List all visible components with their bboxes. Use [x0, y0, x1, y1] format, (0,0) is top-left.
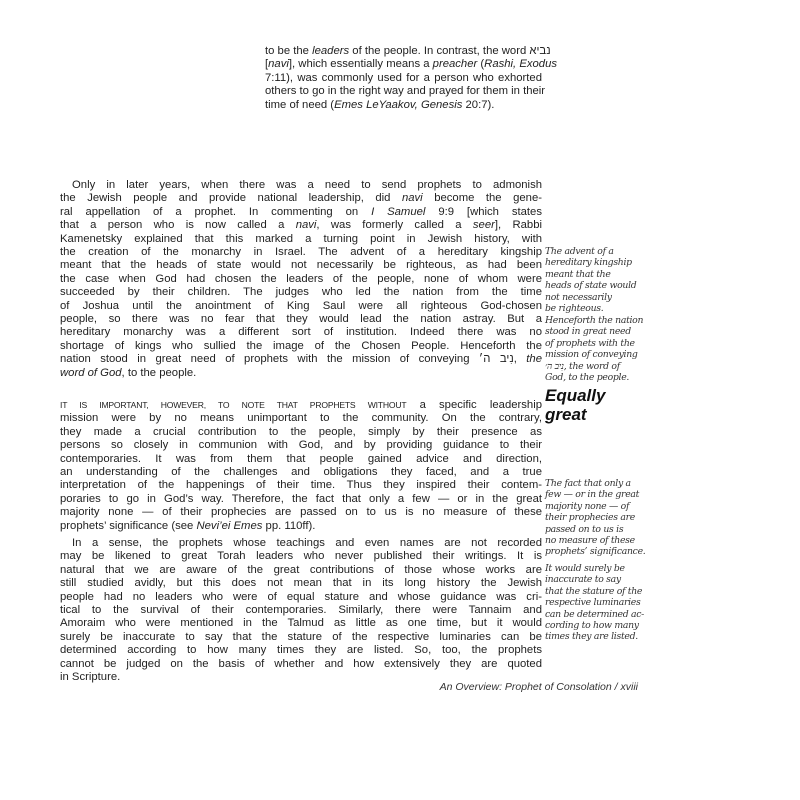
text-line [545, 524, 645, 535]
text-line [545, 631, 644, 642]
text-line [545, 512, 645, 523]
text: The fact that only a [545, 478, 631, 489]
text: It would surely be [545, 563, 625, 574]
text-line [545, 349, 643, 360]
text: determined according to how many times they are listed. So, too, the prophets [60, 644, 542, 657]
text: The advent of a [545, 246, 614, 257]
text-line [60, 367, 542, 380]
text-line [60, 313, 542, 326]
italic-text: word of God [60, 366, 122, 379]
text: in Scripture. [60, 671, 121, 684]
text: cording to how many [545, 620, 639, 632]
text: they made a crucial contribution to the people, simply by their presence as [60, 425, 542, 438]
text: , was formerly called a [316, 219, 473, 232]
text: time of need ( [265, 98, 335, 111]
text-line [60, 219, 542, 232]
text-line [60, 273, 542, 286]
text: the creation of the monarchy in Israel. The advent of a hereditary kingship [60, 246, 542, 259]
italic-text: seer [472, 219, 495, 232]
text: that a person who is now called a [60, 219, 296, 232]
text: נִיב ה׳, the word of [545, 360, 620, 372]
text-line [545, 405, 605, 424]
text-line [60, 246, 542, 259]
text: people had no leaders who were of equal stature and whose guidance was cri- [60, 590, 542, 603]
text: poraries to go in God’s way. Therefore, the fact that only a few — or in the great [60, 492, 542, 505]
text-line [545, 326, 643, 337]
text: surely be inaccurate to say that the stature of the respective luminaries can be [60, 630, 542, 643]
text: 9:9 [which states [425, 205, 542, 218]
text-line [545, 478, 645, 489]
text: Equally [545, 386, 606, 405]
text-line [60, 340, 542, 353]
text: 20:7). [462, 98, 495, 111]
text: ], which essentially means a [288, 58, 433, 71]
text: mission of conveying [545, 349, 638, 361]
text-line [545, 489, 645, 500]
text-line [545, 280, 636, 291]
text-line [545, 501, 645, 512]
text: stood in great need [545, 326, 631, 338]
text-line [60, 537, 542, 550]
text: the case when God had chosen the leaders of the people, none of whom were [60, 272, 542, 285]
text: times they are listed. [545, 631, 638, 643]
italic-text: navi [268, 58, 289, 71]
text: In a sense, the prophets whose teachings and even names are not recorded [72, 537, 542, 549]
text-line [265, 58, 558, 71]
text: of prophets with the [545, 337, 635, 349]
text-line [60, 631, 542, 644]
text: a specific leadership [406, 399, 542, 411]
text-line [545, 338, 643, 349]
text: Amoraim who were mentioned in the Talmud as little as one time, but it would [60, 617, 542, 630]
text-line [545, 315, 643, 326]
text: no measure of these [545, 535, 635, 547]
text: ], Rabbi [494, 219, 542, 232]
text: be righteous. [545, 303, 604, 315]
text-line [60, 506, 542, 519]
text: mission were by no means unimportant to the community. On the contrary, [60, 412, 542, 425]
text-line [60, 577, 542, 590]
text: cannot be judged on the basis of whether and how extensively they are quoted [60, 657, 542, 670]
text: can be determined ac- [545, 608, 645, 620]
text: an understanding of the challenges and obligations they faced, and a true [60, 466, 542, 479]
sidenote-few-prophecies [545, 478, 645, 558]
text-line [60, 550, 542, 563]
text-line [60, 658, 542, 671]
text-line [545, 372, 643, 383]
text-line [60, 520, 542, 533]
text: meant that the heads of state would not necessarily be righteous, as had been [60, 259, 542, 272]
text: heads of state would [545, 280, 637, 292]
text: of Joshua until the anointment of King Saul were all righteous God-chosen [60, 299, 542, 312]
text-line [60, 439, 542, 452]
running-footer: An Overview: Prophet of Consolation / xviii [439, 681, 638, 693]
text-line [545, 546, 645, 557]
text: inaccurate to say [545, 574, 621, 586]
text-line [545, 574, 644, 585]
text: become the gene- [422, 192, 542, 205]
text: interpretation of the happenings of their time. Thus they inspired their contem- [60, 479, 542, 492]
text: Henceforth the nation [545, 315, 644, 326]
italic-text: navi [401, 192, 423, 205]
text: pp. 110ff). [262, 519, 316, 532]
text-line [545, 386, 605, 405]
text: prophets’ significance (see [60, 519, 197, 532]
sidenote-word-of-god [545, 315, 643, 383]
text-line [545, 303, 636, 314]
paragraph-importance [60, 399, 542, 533]
text-line [60, 426, 542, 439]
text-line [265, 99, 542, 112]
text: hereditary monarchy was a different sort of institution. Indeed there was no [60, 326, 542, 339]
text-line [60, 564, 542, 577]
text-line [60, 326, 542, 339]
italic-text: navi [295, 219, 317, 232]
text-line [60, 179, 542, 192]
text: of the people. In contrast, the word נביא [349, 45, 551, 57]
text: that the stature of the [545, 585, 643, 597]
text: Kamenetsky explained that this marked a turning point in Jewish history, with [60, 232, 542, 245]
block-quote [265, 45, 558, 112]
text-line [60, 617, 542, 630]
text: passed on to us is [545, 523, 624, 535]
text-line [265, 72, 542, 85]
text-line [60, 493, 542, 506]
text: hereditary kingship [545, 257, 632, 269]
text-line [60, 259, 542, 272]
text-line [545, 597, 644, 608]
text: to be the [265, 45, 313, 57]
text: others to go in the right way and prayed for them in their [265, 85, 546, 98]
text-line [60, 591, 542, 604]
sidenote-inaccurate [545, 563, 644, 643]
text: contemporaries. It was from them that people gained advice and direction, [60, 452, 542, 465]
text: majority none — of [545, 500, 630, 512]
text: still studied avidly, but this does not mean that in its long history the Jewish [60, 577, 542, 590]
text: [ [265, 58, 269, 71]
text-line [60, 604, 542, 617]
text: nation stood in great need of prophets with the mission of conveying נִיב ה׳, [60, 353, 527, 366]
text: persons so closely in communion with God, and by providing guidance to their [60, 439, 542, 452]
text-line [60, 233, 542, 246]
text: Only in later years, when there was a need to send prophets to admonish [72, 179, 542, 191]
italic-text: preacher [432, 58, 478, 71]
text-line [60, 206, 542, 219]
text-line [60, 399, 542, 412]
text-line [545, 609, 644, 620]
text: people, so there was no fear that they would lead the nation astray. But a [60, 313, 542, 326]
text-line [545, 535, 645, 546]
text: prophets’ significance. [545, 546, 646, 558]
text-line [545, 269, 636, 280]
text-line [60, 412, 542, 425]
paragraph-monarchy [60, 179, 542, 380]
italic-text: Nevi’ei Emes [196, 519, 263, 532]
italic-text: the [526, 353, 542, 366]
text: great [545, 405, 587, 424]
italic-text: Emes LeYaakov, Genesis [334, 98, 463, 111]
text-line [265, 85, 546, 98]
text-line [545, 586, 644, 597]
text: tical to the survival of their contemporaries. Similarly, there were Tannaim and [60, 604, 542, 617]
text-line [60, 479, 542, 492]
text: may be likened to great Torah leaders who never published their writings. It is [60, 550, 542, 563]
text-line [545, 257, 636, 268]
text-line [60, 353, 542, 366]
text: few — or in the great [545, 489, 640, 501]
text-line [545, 292, 636, 303]
text-line [545, 563, 644, 574]
text: natural that we are aware of the great contributions of those whose works are [60, 563, 542, 576]
text-line [60, 453, 542, 466]
text: meant that the [545, 268, 611, 280]
italic-text: Rashi, Exodus [484, 58, 558, 71]
text: , to the people. [121, 366, 197, 379]
text: 7:11), was commonly used for a person who exhorted [265, 71, 542, 84]
text-line [60, 286, 542, 299]
text-line [265, 45, 551, 58]
text: respective luminaries [545, 597, 641, 609]
text-line [545, 246, 636, 257]
section-heading-equally-great [545, 386, 605, 424]
text: majority none — of their prophecies are passed on to us is no measure of these [60, 506, 542, 519]
italic-text: I Samuel [371, 205, 426, 218]
text-line [545, 361, 643, 372]
small-caps-text: IT IS IMPORTANT, HOWEVER, TO NOTE THAT PROPHETS WITHOUT [60, 400, 407, 410]
text: not necessarily [545, 291, 612, 303]
text: their prophecies are [545, 512, 635, 524]
text: the Jewish people and provide national leadership, did [60, 192, 402, 205]
text-line [60, 300, 542, 313]
text-line [60, 466, 542, 479]
text-line [60, 192, 542, 205]
text: God, to the people. [545, 372, 630, 384]
text: succeeded by their children. The judges who led the nation from the time [60, 286, 542, 299]
text-line [60, 644, 542, 657]
text: ( [477, 58, 485, 71]
text: ral appellation of a prophet. In commenting on [60, 205, 372, 218]
paragraph-torah-leaders [60, 537, 542, 684]
sidenote-hereditary-kingship [545, 246, 636, 314]
text-line [545, 620, 644, 631]
text: shortage of kings who sullied the image of the Chosen People. Henceforth the [60, 339, 542, 352]
italic-text: leaders [312, 45, 350, 57]
